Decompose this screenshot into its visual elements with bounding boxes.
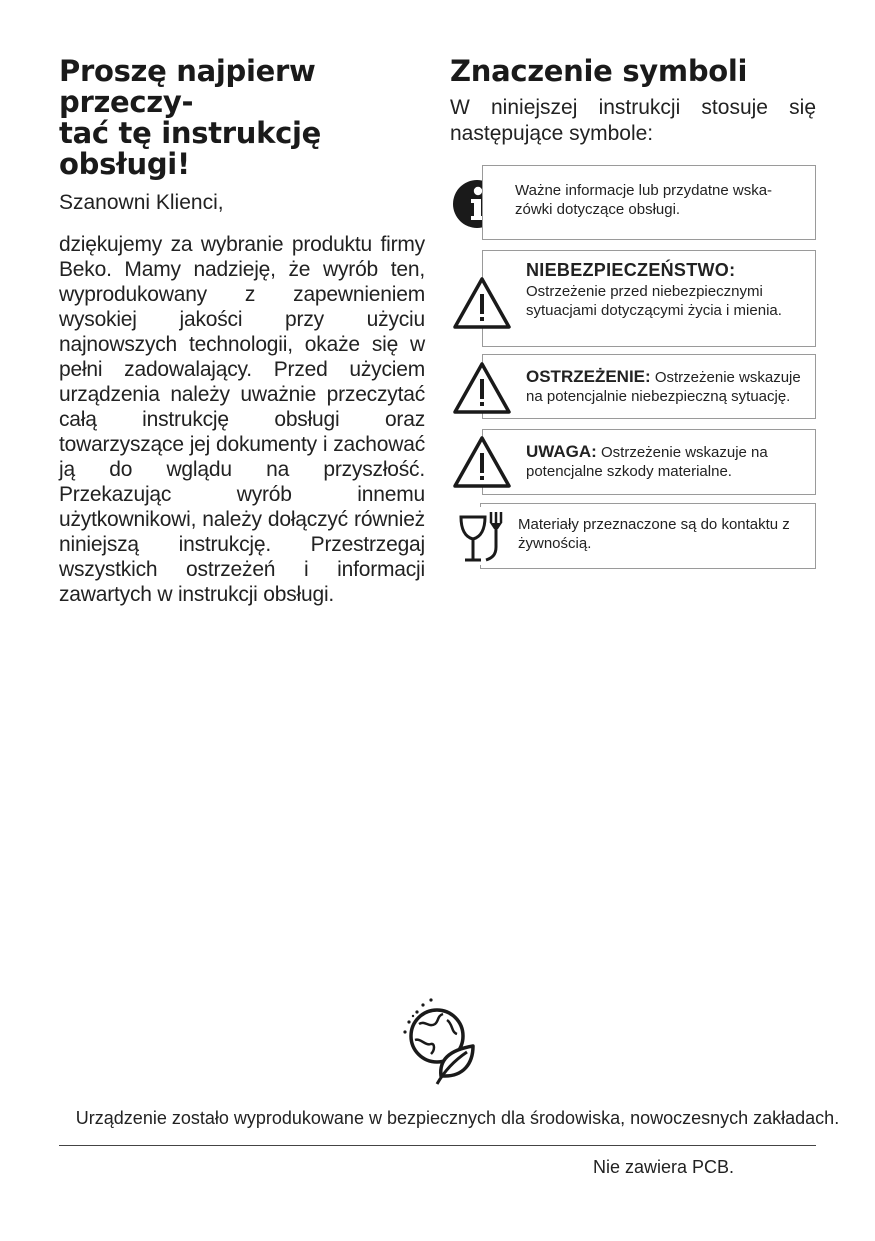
intro-paragraph: dziękujemy za wybranie produktu firmy Beko. Mamy nadzieję, że wyrób ten, wyprodukowany z zapewnieniem wysokiej jakości przy użyciu najnowszych technologii, okaże się w pełni zadowalający. Przed użyciem urządzenia należy uważnie przeczytać całą instrukcję obsługi oraz towarzyszące jej dokumenty i zachować ją do wglądu na przyszłość. Przekazując wyrób innemu użytkownikowi, należy dołączyć również niniejszą instrukcję. Przestrzegaj wszystkich ostrzeżeń i informacji zawartych w instrukcji obsługi. (59, 233, 425, 606)
symbol-danger-box (482, 250, 816, 347)
symbols-section (450, 56, 816, 147)
footer-divider (59, 1145, 816, 1146)
intro-section (59, 56, 425, 607)
symbol-danger-text: Ostrzeżenie przed niebezpiecznymi sytuacjami dotyczącymi życia i mienia. (526, 283, 782, 319)
warning-triangle-icon (452, 361, 512, 415)
symbol-caution-text: Ostrzeżenie wskazuje na potencjalne szkody materialne. (526, 444, 768, 480)
page-title (59, 56, 425, 180)
warning-triangle-icon (452, 276, 512, 330)
eco-globe-leaf-icon (397, 994, 479, 1086)
warning-triangle-icon (452, 435, 512, 489)
symbol-food-box (480, 503, 816, 569)
symbol-warning (450, 354, 816, 420)
pcb-statement: Nie zawiera PCB. (592, 1157, 734, 1177)
title-line-2: tać tę instrukcję obsługi! (59, 116, 321, 181)
symbol-caution-box (482, 429, 816, 495)
eco-statement: Urządzenie zostało wyprodukowane w bezpiecznych dla środowiska, nowoczesnych zakładach. (75, 1108, 840, 1128)
symbol-info-text: Ważne informacje lub przydatne wska-zówki dotyczące obsługi. (515, 182, 773, 218)
symbol-food (450, 503, 816, 570)
symbol-info (450, 165, 816, 241)
symbol-caution (450, 429, 816, 496)
symbol-danger (450, 250, 816, 348)
symbols-intro: W niniejszej instrukcji stosuje się następujące symbole: (450, 96, 816, 145)
greeting: Szanowni Klienci, (59, 191, 224, 214)
symbol-food-text: Materiały przeznaczone są do kontaktu z żywnością. (518, 516, 790, 552)
symbol-warning-box (482, 354, 816, 419)
symbol-danger-title: NIEBEZPIECZEŃSTWO: (526, 260, 736, 280)
symbol-warning-title: OSTRZEŻENIE: (526, 367, 651, 386)
symbols-heading: Znaczenie symboli (450, 54, 748, 88)
food-contact-icon (456, 507, 512, 565)
title-line-1: Proszę najpierw przeczy- (59, 54, 316, 119)
symbol-warning-text: Ostrzeżenie wskazuje na potencjalnie niebezpieczną sytuację. (526, 369, 801, 405)
symbol-caution-title: UWAGA: (526, 442, 597, 461)
symbol-info-box (482, 165, 816, 240)
